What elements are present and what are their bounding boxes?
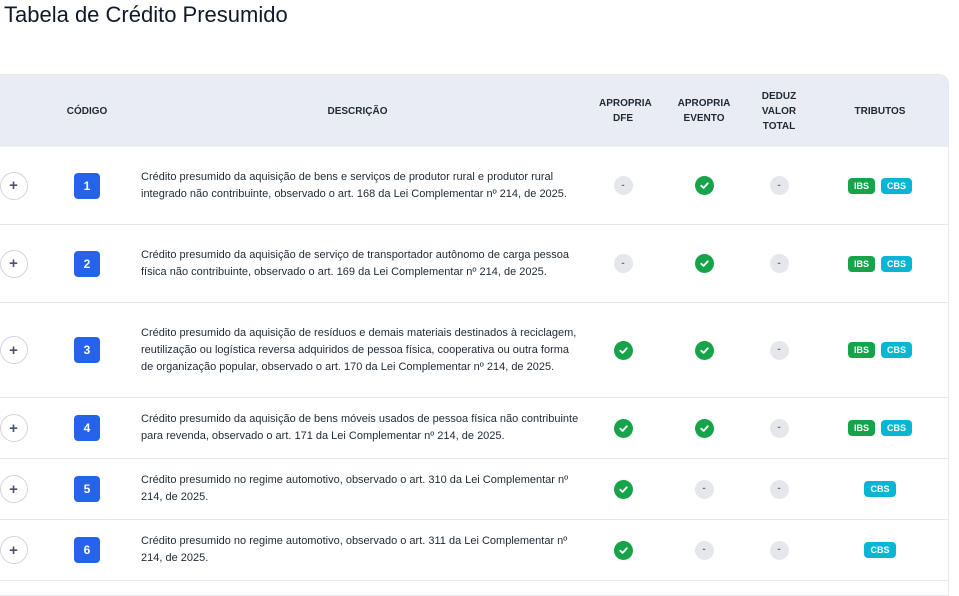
header-tributos[interactable]: TRIBUTOS bbox=[854, 105, 906, 117]
code-cell bbox=[55, 303, 119, 397]
apropria-evento-cell bbox=[669, 520, 739, 580]
header-apropria-evento[interactable] bbox=[669, 75, 739, 147]
check-icon bbox=[614, 341, 633, 360]
descricao-cell bbox=[141, 398, 581, 458]
deduz-valor-total-cell bbox=[744, 459, 814, 519]
dash-icon: - bbox=[770, 254, 789, 273]
header-apropria-dfe-label: APROPRIA DFE bbox=[599, 98, 652, 124]
apropria-dfe-cell bbox=[588, 147, 658, 224]
header-deduz-label: DEDUZ VALOR TOTAL bbox=[761, 90, 797, 132]
descricao-cell bbox=[141, 147, 581, 224]
tributo-badge-cbs: CBS bbox=[864, 542, 895, 558]
code-badge: 6 bbox=[74, 537, 100, 563]
descricao-text: Crédito presumido no regime automotivo, observado o art. 310 da Lei Complementar nº 214, de 2025. bbox=[141, 474, 569, 503]
table-row bbox=[0, 225, 948, 303]
deduz-valor-total-cell bbox=[744, 398, 814, 458]
table-row bbox=[0, 303, 948, 398]
expand-row-button[interactable]: + bbox=[0, 336, 28, 364]
dash-icon: - bbox=[770, 176, 789, 195]
apropria-evento-cell bbox=[669, 147, 739, 224]
expand-row-button[interactable]: + bbox=[0, 250, 28, 278]
apropria-dfe-cell bbox=[588, 303, 658, 397]
tributos-cell bbox=[820, 398, 940, 458]
credito-presumido-table bbox=[0, 74, 949, 596]
tributos-cell bbox=[820, 225, 940, 302]
table-header bbox=[0, 75, 948, 147]
tributo-badge-ibs: IBS bbox=[848, 178, 875, 194]
apropria-dfe-cell bbox=[588, 398, 658, 458]
code-cell bbox=[55, 459, 119, 519]
table-row bbox=[0, 520, 948, 581]
apropria-dfe-cell bbox=[588, 225, 658, 302]
dash-icon: - bbox=[614, 254, 633, 273]
code-badge: 2 bbox=[74, 251, 100, 277]
tributos-cell bbox=[820, 147, 940, 224]
expand-cell bbox=[0, 147, 28, 224]
code-badge: 5 bbox=[74, 476, 100, 502]
descricao-cell bbox=[141, 225, 581, 302]
dash-icon: - bbox=[695, 541, 714, 560]
table-row bbox=[0, 147, 948, 225]
tributo-badge-cbs: CBS bbox=[881, 178, 912, 194]
descricao-cell bbox=[141, 303, 581, 397]
code-badge: 1 bbox=[74, 173, 100, 199]
tributos-cell bbox=[820, 520, 940, 580]
check-icon bbox=[695, 254, 714, 273]
table-body bbox=[0, 147, 948, 581]
code-badge: 3 bbox=[74, 337, 100, 363]
code-cell bbox=[55, 225, 119, 302]
expand-row-button[interactable]: + bbox=[0, 475, 28, 503]
apropria-dfe-cell bbox=[588, 520, 658, 580]
check-icon bbox=[695, 176, 714, 195]
header-apropria-dfe[interactable] bbox=[588, 75, 658, 147]
expand-row-button[interactable]: + bbox=[0, 414, 28, 442]
header-descricao[interactable]: DESCRIÇÃO bbox=[327, 105, 388, 117]
descricao-text: Crédito presumido da aquisição de bens móveis usados de pessoa física não contribuinte para revenda, observado o art. 171 da Lei Complementar nº 214, de 2025. bbox=[141, 413, 579, 442]
descricao-cell bbox=[141, 520, 581, 580]
dash-icon: - bbox=[614, 176, 633, 195]
check-icon bbox=[614, 480, 633, 499]
deduz-valor-total-cell bbox=[744, 520, 814, 580]
code-cell bbox=[55, 398, 119, 458]
descricao-cell bbox=[141, 459, 581, 519]
table-row bbox=[0, 398, 948, 459]
descricao-text: Crédito presumido da aquisição de serviço de transportador autônomo de carga pessoa física não contribuinte, observado o art. 169 da Lei Complementar nº 214, de 2025. bbox=[141, 248, 570, 278]
apropria-dfe-cell bbox=[588, 459, 658, 519]
header-deduz-valor-total[interactable] bbox=[744, 75, 814, 147]
tributo-badge-ibs: IBS bbox=[848, 420, 875, 436]
code-cell bbox=[55, 147, 119, 224]
apropria-evento-cell bbox=[669, 398, 739, 458]
tributo-badge-cbs: CBS bbox=[881, 342, 912, 358]
tributo-badge-cbs: CBS bbox=[881, 420, 912, 436]
expand-cell bbox=[0, 225, 28, 302]
apropria-evento-cell bbox=[669, 303, 739, 397]
dash-icon: - bbox=[695, 480, 714, 499]
tributo-badge-cbs: CBS bbox=[881, 256, 912, 272]
deduz-valor-total-cell bbox=[744, 225, 814, 302]
expand-row-button[interactable]: + bbox=[0, 536, 28, 564]
tributos-cell bbox=[820, 459, 940, 519]
apropria-evento-cell bbox=[669, 459, 739, 519]
expand-cell bbox=[0, 520, 28, 580]
table-row bbox=[0, 459, 948, 520]
expand-cell bbox=[0, 398, 28, 458]
header-codigo[interactable]: CÓDIGO bbox=[66, 105, 108, 117]
dash-icon: - bbox=[770, 480, 789, 499]
check-icon bbox=[614, 541, 633, 560]
descricao-text: Crédito presumido da aquisição de bens e serviços de produtor rural e produtor rural integrado não contribuinte, observado o art. 168 da Lei Complementar nº 214, de 2025. bbox=[141, 170, 567, 200]
descricao-text: Crédito presumido da aquisição de resíduos e demais materiais destinados à reciclagem, reutilização ou logística reversa adquiridos de pessoa física, cooperativa ou outra forma de organização popular, observado o art. 170 da Lei Complementar nº 214, de 2025. bbox=[141, 326, 577, 373]
apropria-evento-cell bbox=[669, 225, 739, 302]
descricao-text: Crédito presumido no regime automotivo, observado o art. 311 da Lei Complementar nº 214, de 2025. bbox=[141, 535, 568, 564]
tributo-badge-cbs: CBS bbox=[864, 481, 895, 497]
expand-cell bbox=[0, 303, 28, 397]
page-title: Tabela de Crédito Presumido bbox=[4, 2, 288, 27]
check-icon bbox=[695, 419, 714, 438]
header-apropria-evento-label: APROPRIA EVENTO bbox=[677, 98, 731, 124]
tributo-badge-ibs: IBS bbox=[848, 342, 875, 358]
deduz-valor-total-cell bbox=[744, 147, 814, 224]
code-cell bbox=[55, 520, 119, 580]
code-badge: 4 bbox=[74, 415, 100, 441]
expand-row-button[interactable]: + bbox=[0, 172, 28, 200]
check-icon bbox=[614, 419, 633, 438]
tributo-badge-ibs: IBS bbox=[848, 256, 875, 272]
check-icon bbox=[695, 341, 714, 360]
dash-icon: - bbox=[770, 419, 789, 438]
expand-cell bbox=[0, 459, 28, 519]
dash-icon: - bbox=[770, 341, 789, 360]
dash-icon: - bbox=[770, 541, 789, 560]
deduz-valor-total-cell bbox=[744, 303, 814, 397]
tributos-cell bbox=[820, 303, 940, 397]
